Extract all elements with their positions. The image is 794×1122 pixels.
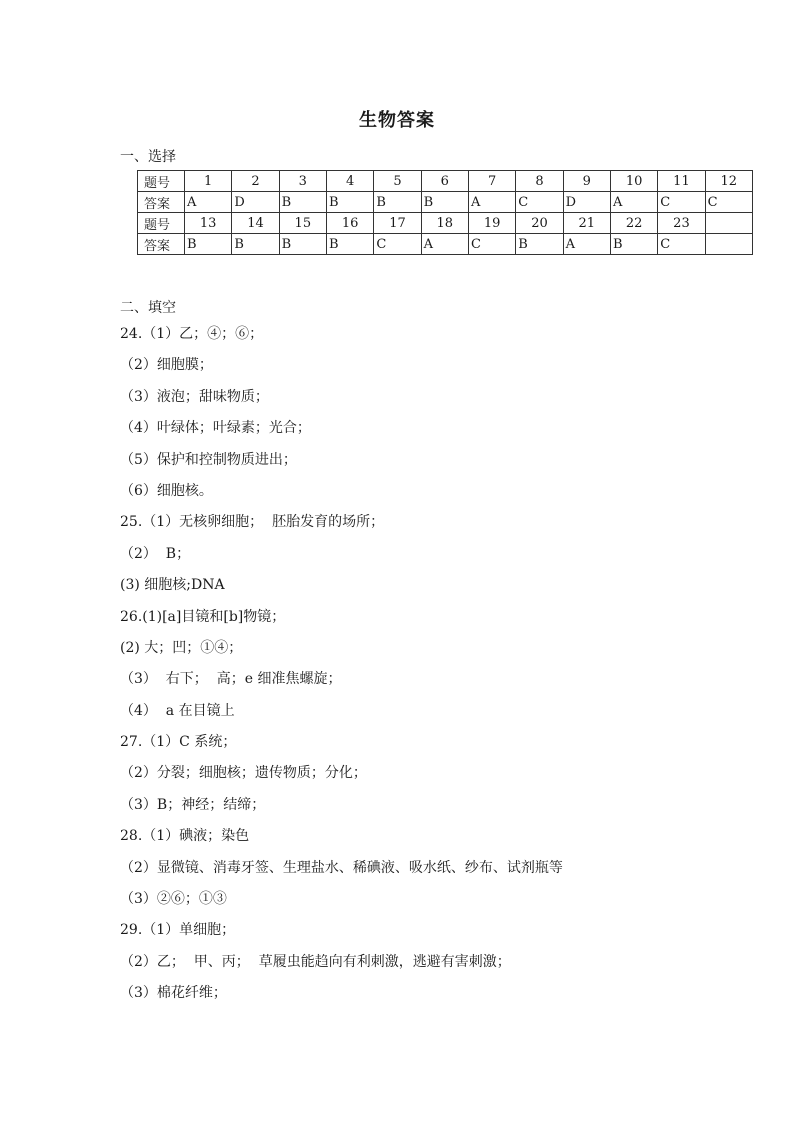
table-cell: C [516, 192, 563, 213]
table-row-label: 题号 [138, 213, 185, 234]
table-cell: 5 [374, 171, 421, 192]
answer-line: 24.（1）乙；④；⑥； [120, 326, 264, 342]
table-row-label: 答案 [138, 192, 185, 213]
table-cell: A [185, 192, 232, 213]
table-cell: 15 [279, 213, 326, 234]
table-cell: 9 [563, 171, 610, 192]
table-row [138, 213, 753, 234]
table-cell: A [468, 192, 515, 213]
table-cell: 18 [421, 213, 468, 234]
table-cell: B [326, 192, 373, 213]
table-row-label: 题号 [138, 171, 185, 192]
table-cell: A [563, 234, 610, 255]
answer-line: 26.(1)[a]目镜和[b]物镜； [120, 608, 286, 625]
answer-line: 29.（1）单细胞； [120, 922, 236, 939]
answer-line: （3） 右下； 高；e 细准焦螺旋； [120, 671, 342, 688]
table-cell: 14 [232, 213, 279, 234]
table-cell: C [374, 234, 421, 255]
table-cell: 11 [658, 171, 705, 192]
table-cell: C [658, 234, 705, 255]
answer-line: （2）显微镜、消毒牙签、生理盐水、稀碘液、吸水纸、纱布、试剂瓶等 [120, 859, 563, 876]
answer-line: （2）细胞膜； [120, 357, 213, 374]
table-cell: B [232, 234, 279, 255]
table-cell [705, 234, 752, 255]
table-cell: B [421, 192, 468, 213]
table-cell: D [563, 192, 610, 213]
table-cell: 8 [516, 171, 563, 192]
section-heading-fill: 二、填空 [120, 300, 176, 316]
table-cell: 10 [610, 171, 657, 192]
table-cell: 17 [374, 213, 421, 234]
table-cell: 21 [563, 213, 610, 234]
table-cell: C [658, 192, 705, 213]
table-row [138, 171, 753, 192]
answer-line: 28.（1）碘液；染色 [120, 828, 250, 845]
section-heading-choice: 一、选择 [120, 149, 176, 165]
answer-line: (3) 细胞核;DNA [120, 577, 225, 594]
table-cell: 12 [705, 171, 752, 192]
table-cell: 16 [326, 213, 373, 234]
table-cell: C [468, 234, 515, 255]
answer-line: 27.（1）C 系统； [120, 734, 237, 751]
answer-line: （4）叶绿体；叶绿素；光合； [120, 420, 311, 437]
answer-line: （5）保护和控制物质进出； [120, 451, 297, 468]
fill-answer-list [120, 324, 760, 1015]
table-row [138, 234, 753, 255]
table-cell: B [185, 234, 232, 255]
table-cell: 2 [232, 171, 279, 192]
table-cell: A [610, 192, 657, 213]
table-cell: 1 [185, 171, 232, 192]
table-cell: B [374, 192, 421, 213]
answer-line: （2）乙； 甲、丙； 草履虫能趋向有利刺激，逃避有害刺激； [120, 953, 511, 970]
table-cell: 3 [279, 171, 326, 192]
answer-line: (2) 大；凹；①④； [120, 639, 243, 656]
answer-line: 25.（1）无核卵细胞； 胚胎发育的场所； [120, 514, 385, 531]
table-cell: C [705, 192, 752, 213]
table-cell: B [610, 234, 657, 255]
table-cell: B [279, 234, 326, 255]
table-cell [705, 213, 752, 234]
answer-table [137, 170, 753, 255]
answer-line: （3）液泡；甜味物质； [120, 388, 269, 405]
table-cell: 4 [326, 171, 373, 192]
table-cell: B [326, 234, 373, 255]
table-cell: 6 [421, 171, 468, 192]
table-cell: D [232, 192, 279, 213]
table-cell: 23 [658, 213, 705, 234]
answer-line: （3）②⑥；①③ [120, 891, 227, 908]
answer-line: （3）棉花纤维； [120, 985, 227, 1002]
table-cell: 20 [516, 213, 563, 234]
answer-line: （2）分裂；细胞核；遗传物质；分化； [120, 765, 367, 782]
table-row-label: 答案 [138, 234, 185, 255]
table-cell: 7 [468, 171, 515, 192]
table-cell: 19 [468, 213, 515, 234]
answer-line: （4） a 在目镜上 [120, 702, 235, 719]
table-cell: A [421, 234, 468, 255]
table-cell: 13 [185, 213, 232, 234]
table-row [138, 192, 753, 213]
table-cell: B [279, 192, 326, 213]
table-cell: 22 [610, 213, 657, 234]
table-cell: B [516, 234, 563, 255]
answer-line: （6）细胞核。 [120, 482, 213, 499]
answer-line: （3）B；神经；结缔； [120, 796, 266, 813]
answer-line: （2） B； [120, 545, 191, 562]
page-title: 生物答案 [359, 110, 435, 131]
